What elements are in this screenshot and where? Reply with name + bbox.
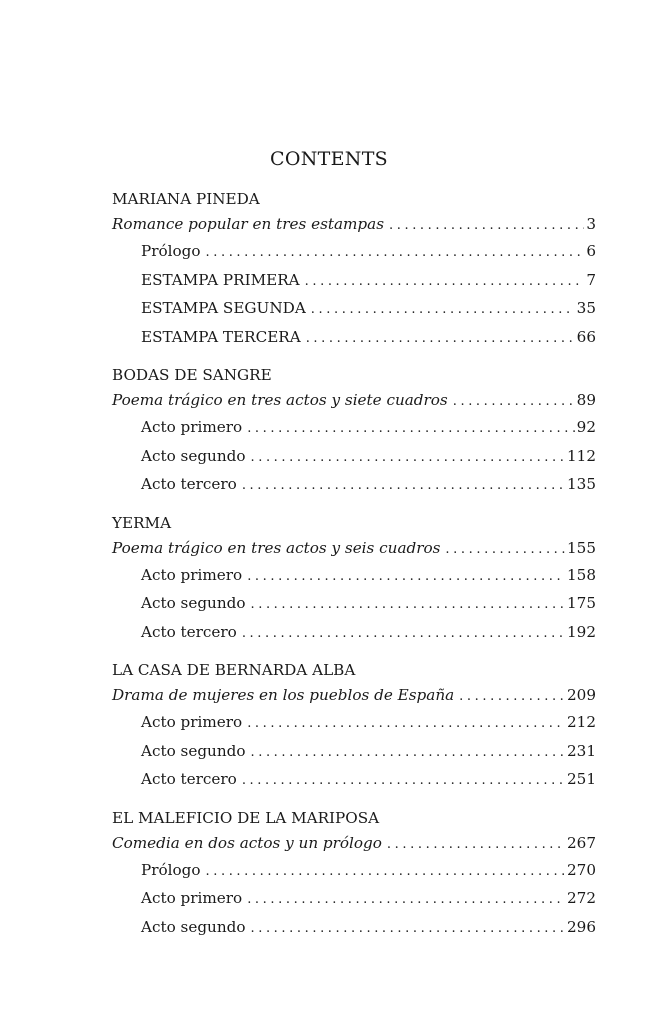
page-number: 6	[586, 242, 596, 260]
work-subtitle: Romance popular en tres estampas	[112, 215, 384, 233]
section-label: ESTAMPA PRIMERA	[141, 270, 300, 289]
section-entry[interactable]	[112, 885, 596, 914]
section-entry[interactable]	[112, 914, 596, 943]
section-label: Acto segundo	[141, 741, 246, 760]
section-label: ESTAMPA SEGUNDA	[141, 299, 306, 317]
section-label: Acto tercero	[141, 622, 237, 641]
work-subtitle-entry[interactable]	[112, 388, 596, 414]
toc-work-bodas-de-sangre	[112, 363, 596, 500]
dot-leader	[387, 832, 565, 857]
section-entry[interactable]	[112, 738, 596, 767]
dot-leader	[242, 473, 565, 500]
work-title: LA CASA DE BERNARDA ALBA	[112, 661, 356, 679]
dot-leader	[459, 684, 565, 709]
dot-leader	[247, 887, 565, 914]
page-number: 267	[567, 833, 596, 852]
page-number: 112	[567, 446, 596, 465]
page-number: 231	[567, 741, 596, 760]
work-subtitle: Drama de mujeres en los pueblos de España	[112, 686, 455, 704]
section-entry[interactable]	[112, 857, 596, 886]
section-label: ESTAMPA TERCERA	[141, 327, 301, 346]
page-number: 3	[586, 215, 596, 233]
work-title: BODAS DE SANGRE	[112, 366, 272, 384]
work-subtitle-entry[interactable]	[112, 683, 596, 709]
page-number: 92	[576, 418, 596, 436]
section-entry[interactable]	[112, 619, 596, 648]
work-subtitle-entry[interactable]	[112, 536, 596, 562]
work-subtitle: Comedia en dos actos y un prólogo	[112, 833, 382, 852]
dot-leader	[206, 240, 585, 267]
dot-leader	[250, 916, 565, 943]
page-number: 35	[576, 299, 596, 317]
dot-leader	[247, 564, 565, 591]
page-number: 175	[567, 594, 596, 612]
page-number: 7	[586, 270, 596, 289]
dot-leader	[250, 445, 565, 472]
dot-leader	[305, 269, 584, 296]
section-label: Acto tercero	[141, 475, 237, 493]
section-label: Acto segundo	[141, 594, 246, 612]
dot-leader	[453, 389, 575, 414]
work-subtitle-entry[interactable]	[112, 831, 596, 857]
page-number: 209	[567, 686, 596, 704]
dot-leader	[389, 213, 584, 238]
page-title: CONTENTS	[270, 148, 388, 170]
toc-work-mariana-pineda	[112, 187, 596, 352]
section-label: Acto primero	[141, 418, 243, 436]
page-number: 158	[567, 565, 596, 584]
dot-leader	[247, 711, 565, 738]
section-label: Acto segundo	[141, 917, 246, 936]
section-label: Acto primero	[141, 565, 243, 584]
section-label: Acto segundo	[141, 446, 246, 465]
section-label: Prólogo	[141, 242, 201, 260]
dot-leader	[206, 859, 566, 886]
page-number: 272	[567, 889, 596, 907]
dot-leader	[247, 416, 574, 443]
dot-leader	[250, 740, 565, 767]
dot-leader	[445, 537, 565, 562]
page-number: 66	[576, 327, 596, 346]
dot-leader	[306, 326, 575, 353]
section-entry[interactable]	[112, 766, 596, 795]
table-of-contents	[112, 187, 596, 942]
section-entry[interactable]	[112, 590, 596, 619]
page-number: 296	[567, 917, 596, 936]
section-entry[interactable]	[112, 295, 596, 324]
page-number: 192	[567, 622, 596, 641]
work-title: MARIANA PINEDA	[112, 190, 260, 208]
section-label: Prólogo	[141, 860, 201, 879]
section-entry[interactable]	[112, 709, 596, 738]
section-entry[interactable]	[112, 471, 596, 500]
page-number: 251	[567, 770, 596, 788]
section-entry[interactable]	[112, 238, 596, 267]
dot-leader	[242, 768, 565, 795]
toc-work-yerma	[112, 511, 596, 648]
section-entry[interactable]	[112, 267, 596, 296]
work-title: EL MALEFICIO DE LA MARIPOSA	[112, 808, 380, 827]
work-subtitle-entry[interactable]	[112, 212, 596, 238]
page-number: 155	[567, 538, 596, 557]
dot-leader	[311, 297, 575, 324]
section-entry[interactable]	[112, 324, 596, 353]
section-label: Acto tercero	[141, 770, 237, 788]
page-number: 212	[567, 713, 596, 731]
toc-work-el-maleficio-de-la-mariposa	[112, 806, 596, 943]
section-entry[interactable]	[112, 414, 596, 443]
dot-leader	[250, 592, 565, 619]
page-number: 135	[567, 475, 596, 493]
section-label: Acto primero	[141, 889, 243, 907]
page-number: 270	[567, 860, 596, 879]
work-title: YERMA	[112, 513, 172, 532]
dot-leader	[242, 621, 565, 648]
work-subtitle: Poema trágico en tres actos y siete cuadros	[112, 391, 448, 409]
section-entry[interactable]	[112, 443, 596, 472]
section-label: Acto primero	[141, 713, 243, 731]
page-number: 89	[576, 391, 596, 409]
section-entry[interactable]	[112, 562, 596, 591]
toc-work-la-casa-de-bernarda-alba	[112, 658, 596, 795]
work-subtitle: Poema trágico en tres actos y seis cuadros	[112, 538, 441, 557]
